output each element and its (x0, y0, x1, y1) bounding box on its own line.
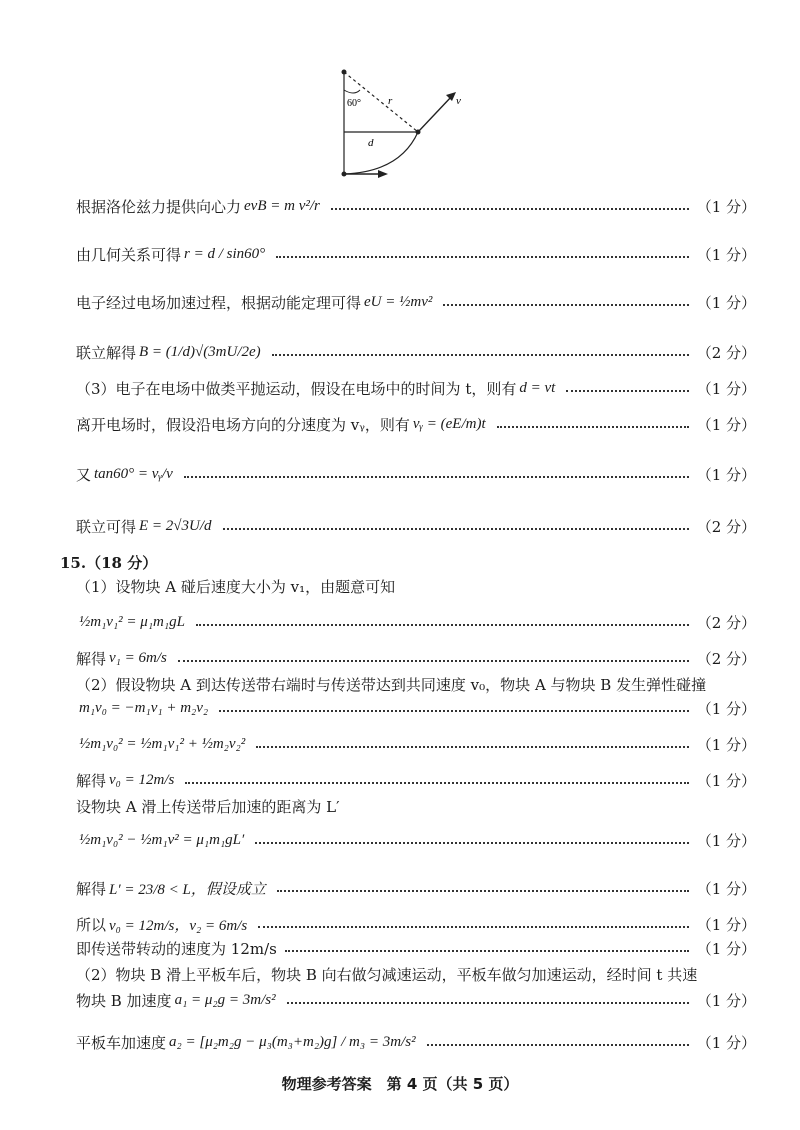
answer-line: 联立解得 B = (1/d)√(3mU/2e) （2 分） (76, 343, 756, 362)
problem-15-intro: （1）设物块 A 碰后速度大小为 v₁，由题意可知 (76, 577, 396, 596)
answer-line: 解得 v₁ = 6m/s （2 分） (76, 649, 756, 668)
answer-line: 由几何关系可得 r = d / sin60° （1 分） (76, 245, 756, 264)
answer-line: ½m₁v₁² = μ₁m₁gL （2 分） (79, 613, 756, 632)
answer-line: 设物块 A 滑上传送带后加速的距离为 L′ (76, 797, 340, 816)
answer-line: 离开电场时，假设沿电场方向的分速度为 vᵧ，则有 vᵧ = (eE/m)t （1 分） (76, 415, 756, 434)
answer-line: 解得 v₀ = 12m/s （1 分） (76, 771, 756, 790)
answer-line: 电子经过电场加速过程，根据动能定理可得 eU = ½mv² （1 分） (76, 293, 756, 312)
answer-line: 所以 v₀ = 12m/s，v₂ = 6m/s （1 分） (76, 915, 756, 934)
answer-line: 又 tan60° = vᵧ/v （1 分） (76, 465, 756, 484)
answer-line: m₁v₀ = −m₁v₁ + m₂v₂ （1 分） (79, 699, 756, 718)
r-label: r (388, 95, 393, 107)
answer-line: ½m₁v₀² − ½m₁v² = μ₁m₁gL′ （1 分） (79, 831, 756, 850)
angle-label: 60° (347, 98, 361, 109)
answer-line: 解得 L′ = 23/8 < L，假设成立 （1 分） (76, 879, 756, 898)
v-label: v (456, 95, 461, 107)
answer-line: （3）电子在电场中做类平抛运动，假设在电场中的时间为 t，则有 d = vt （1 分） (76, 379, 756, 398)
answer-line: （2）物块 B 滑上平板车后，物块 B 向右做匀减速运动，平板车做匀加速运动，经时间 t 共速 (76, 965, 698, 984)
answer-line: ½m₁v₀² = ½m₁v₁² + ½m₂v₂² （1 分） (79, 735, 756, 754)
page-footer: 物理参考答案 第 4 页（共 5 页） (281, 1075, 519, 1093)
answer-line: 联立可得 E = 2√3U/d （2 分） (76, 517, 756, 536)
trajectory-diagram (330, 64, 480, 184)
problem-15-header: 15.（18 分） (60, 554, 158, 572)
answer-line: 物块 B 加速度 a₁ = μ₂g = 3m/s² （1 分） (76, 991, 756, 1010)
answer-line: 根据洛伦兹力提供向心力 evB = m v²/r （1 分） (76, 197, 756, 216)
answer-line: （2）假设物块 A 到达传送带右端时与传送带达到共同速度 v₀，物块 A 与物块 B 发生弹性碰撞 (76, 675, 707, 694)
answer-line: 即传送带转动的速度为 12m/s （1 分） (76, 939, 756, 958)
d-label: d (368, 137, 374, 149)
answer-line: 平板车加速度 a₂ = [μ₂m₂g − μ₃(m₃+m₂)g] / m₃ = 3m/s² （1 分） (76, 1033, 756, 1052)
